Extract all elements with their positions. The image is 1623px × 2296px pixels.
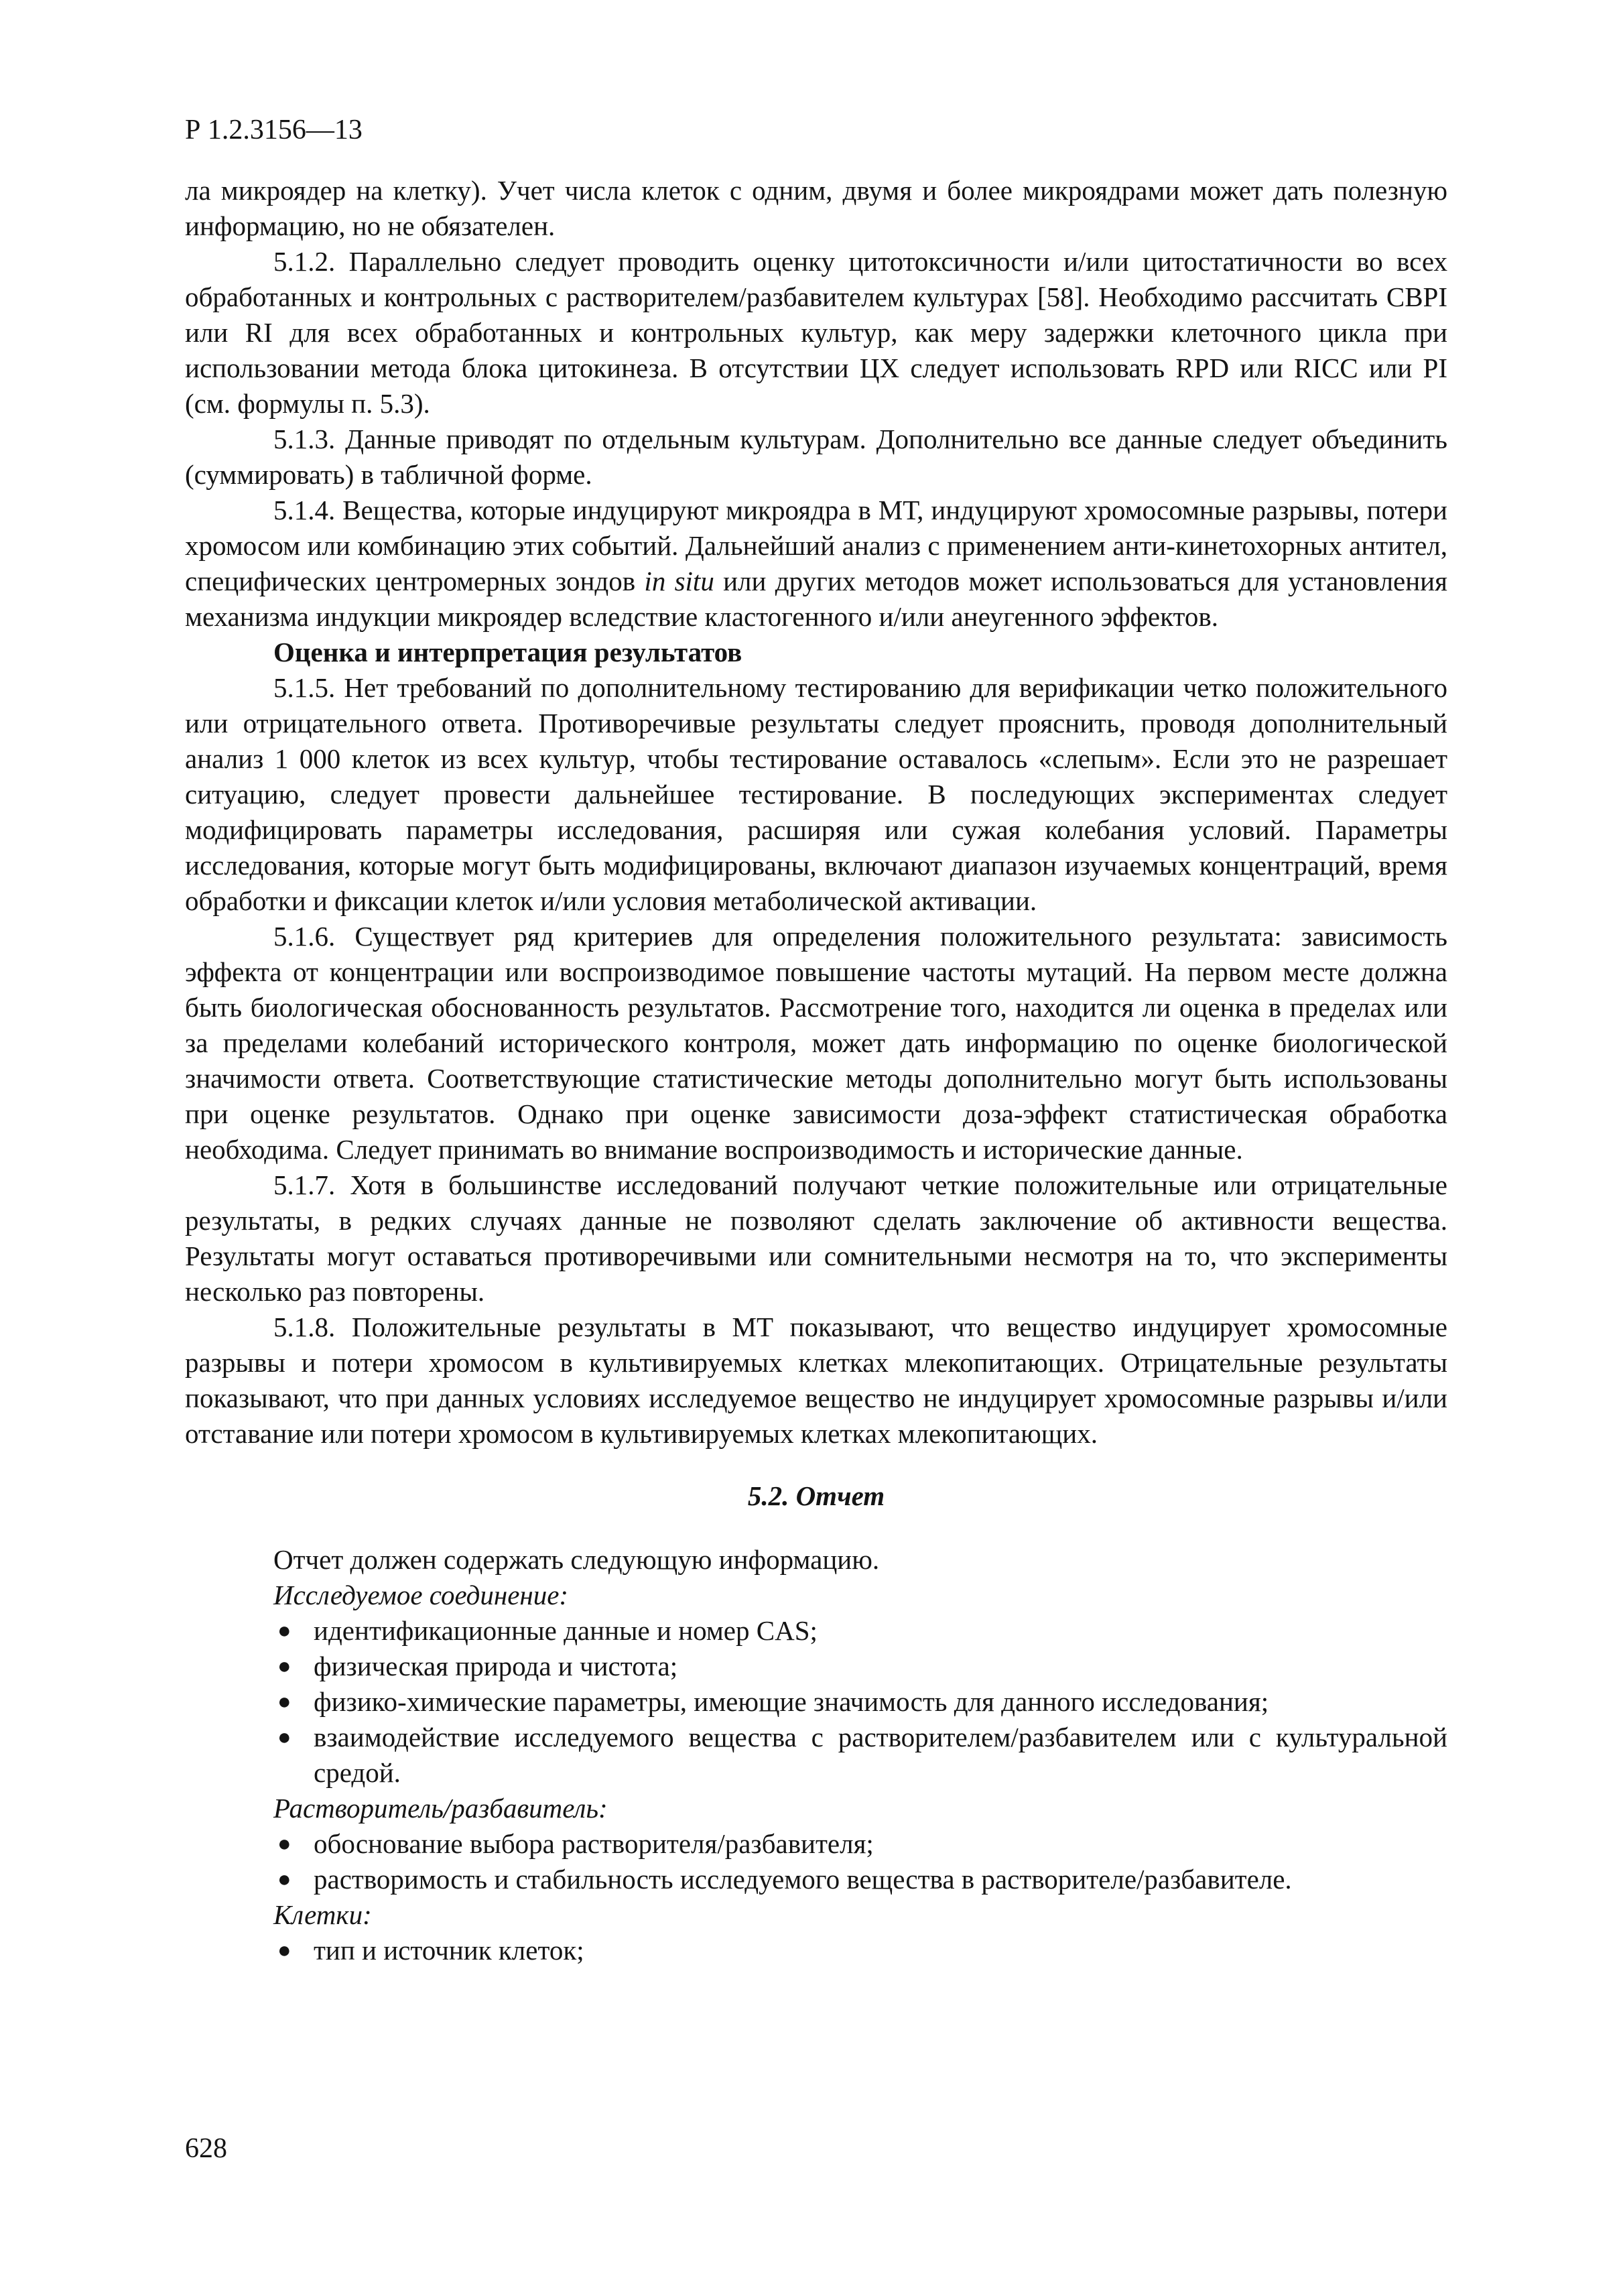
paragraph-5-1-8: 5.1.8. Положительные результаты в МТ показывают, что вещество индуцирует хромосомные разрывы и потери хромосом в культивируемых клетках млекопитающих. Отрицательные результаты показывают, что при данных условиях исследуемое вещество не индуцирует хромосомные разрывы и/или отставание или потери хромосом в культивируемых клетках млекопитающих. — [185, 1312, 1447, 1449]
list-solvent — [273, 1826, 1447, 1897]
list-cells — [273, 1933, 1447, 1968]
bullet-icon: ● — [277, 1832, 291, 1856]
list-item: ● взаимодействие исследуемого вещества с растворителем/разбавителем или с культуральной средой. — [185, 1720, 1447, 1791]
paragraph-continuation: ла микроядер на клетку). Учет числа клеток с одним, двумя и более микроядрами может дать полезную информацию, но не обязателен. — [185, 175, 1447, 241]
page-number: 628 — [185, 2133, 227, 2164]
body-text — [185, 173, 1447, 1968]
group-label-cells: Клетки: — [273, 1899, 372, 1930]
paragraph-5-1-4-part-b: или других методов может использоваться для установления механизма индукции микроядер вследствие кластогенного и/или анеугенного эффектов. — [185, 566, 1447, 632]
list-item: ● обоснование выбора растворителя/разбавителя; — [273, 1826, 1447, 1862]
group-label-compound: Исследуемое соединение: — [273, 1580, 569, 1610]
report-intro: Отчет должен содержать следующую информацию. — [273, 1544, 880, 1575]
paragraph-5-1-2: 5.1.2. Параллельно следует проводить оценку цитотоксичности и/или цитостатичности во всех обработанных и контрольных с растворителем/разбавителем культурах [58]. Необходимо рассчитать CBPI или RI для всех обработанных и контрольных культур, как меру задержки клеточного цикла при использовании метода блока цитокинеза. В отсутствии ЦХ следует использовать RPD или RICC или PI (см. формулы п. 5.3). — [185, 246, 1447, 419]
paragraph-5-1-4-part-a: 5.1.4. Вещества, которые индуцируют микроядра в МТ, индуцируют хромосомные разрывы, потери хромосом или комбинацию этих событий. Дальнейший анализ с применением анти-кинетохорных антител, специфических центромерных зондов — [185, 495, 1447, 596]
section-subheading: Оценка и интерпретация результатов — [273, 637, 742, 667]
bullet-icon: ● — [277, 1725, 291, 1750]
paragraph-5-1-4 — [185, 493, 1447, 635]
bullet-icon: ● — [277, 1689, 291, 1714]
list-item: ● растворимость и стабильность исследуемого вещества в растворителе/разбавителе. — [273, 1862, 1447, 1897]
list-item: ● тип и источник клеток; — [273, 1933, 1447, 1968]
group-label-solvent: Растворитель/разбавитель: — [273, 1793, 608, 1824]
list-compound — [273, 1613, 1447, 1791]
bullet-icon: ● — [277, 1938, 291, 1963]
paragraph-5-1-7: 5.1.7. Хотя в большинстве исследований получают четкие положительные или отрицательные результаты, в редких случаях данные не позволяют сделать заключение об активности вещества. Результаты могут оставаться противоречивыми или сомнительными несмотря на то, что эксперименты несколько раз повторены. — [185, 1169, 1447, 1307]
list-item: ● физико-химические параметры, имеющие значимость для данного исследования; — [273, 1684, 1447, 1720]
paragraph-5-1-5: 5.1.5. Нет требований по дополнительному тестированию для верификации четко положительного или отрицательного ответа. Противоречивые результаты следует прояснить, проводя дополнительный анализ 1 000 клеток из всех культур, чтобы тестирование оставалось «слепым». Если это не разрешает ситуацию, следует провести дальнейшее тестирование. В последующих экспериментах следует модифицировать параметры исследования, расширяя или сужая колебания условий. Параметры исследования, которые могут быть модифицированы, включают диапазон изучаемых концентраций, время обработки и фиксации клеток и/или условия метаболической активации. — [185, 672, 1447, 916]
paragraph-5-1-4-italic: in situ — [644, 566, 714, 596]
list-item: ● физическая природа и чистота; — [273, 1649, 1447, 1684]
bullet-icon: ● — [277, 1867, 291, 1892]
paragraph-5-1-6: 5.1.6. Существует ряд критериев для определения положительного результата: зависимость эффекта от концентрации или воспроизводимое повышение частоты мутаций. На первом месте должна быть биологическая обоснованность результатов. Рассмотрение того, находится ли оценка в пределах или за пределами колебаний исторического контроля, может дать информацию по оценке биологической значимости ответа. Соответствующие статистические методы дополнительно могут быть использованы при оценке результатов. Однако при оценке зависимости доза-эффект статистическая обработка необходима. Следует принимать во внимание воспроизводимость и исторические данные. — [185, 921, 1447, 1165]
document-code: Р 1.2.3156—13 — [185, 115, 363, 145]
paragraph-5-1-3: 5.1.3. Данные приводят по отдельным культурам. Дополнительно все данные следует объединить (суммировать) в табличной форме. — [185, 424, 1447, 490]
bullet-icon: ● — [277, 1654, 291, 1679]
report-section-title: 5.2. Отчет — [747, 1480, 885, 1511]
bullet-icon: ● — [277, 1618, 291, 1643]
list-item: ● идентификационные данные и номер CAS; — [273, 1613, 1447, 1649]
